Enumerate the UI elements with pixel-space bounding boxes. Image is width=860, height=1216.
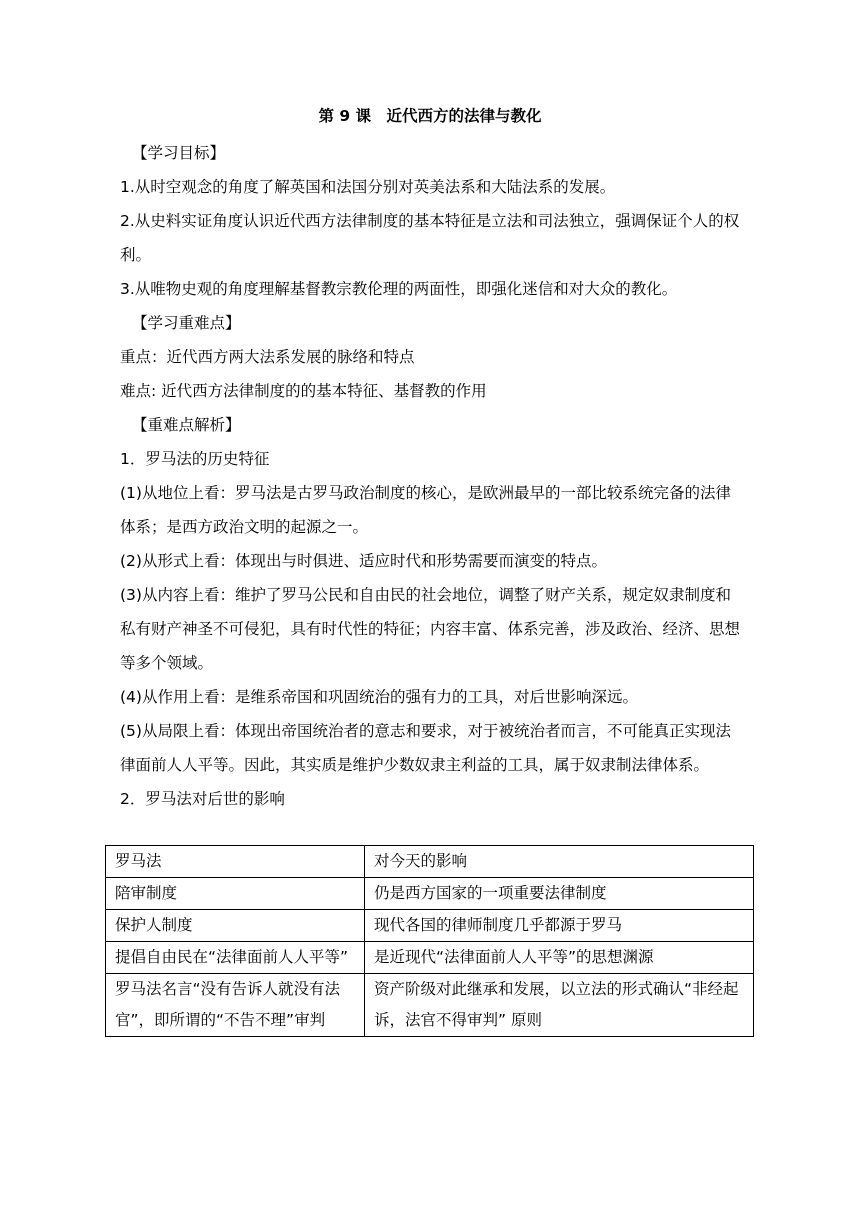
analysis-item-3: (3)从内容上看：维护了罗马公民和自由民的社会地位，调整了财产关系，规定奴隶制度和私有财产神圣不可侵犯，具有时代性的特征；内容丰富、体系完善，涉及政治、经济、思想等多个领域。 — [120, 586, 741, 672]
difficult-point: 难点: 近代西方法律制度的的基本特征、基督教的作用 — [120, 382, 487, 400]
analysis-subheading-1: 1．罗马法的历史特征 — [120, 450, 270, 468]
analysis-subheading-2: 2．罗马法对后世的影响 — [120, 790, 285, 808]
lesson-title: 第 9 课 近代西方的法律与教化 — [318, 107, 542, 125]
table-cell: 是近现代“法律面前人人平等”的思想渊源 — [365, 942, 754, 974]
table-cell: 陪审制度 — [106, 878, 365, 910]
table-cell: 罗马法名言“没有告诉人就没有法官”，即所谓的“不告不理”审判 — [106, 974, 365, 1037]
table-cell: 资产阶级对此继承和发展，以立法的形式确认“非经起诉，法官不得审判” 原则 — [365, 974, 754, 1037]
table-header-cell: 对今天的影响 — [365, 846, 754, 878]
table-cell: 保护人制度 — [106, 910, 365, 942]
analysis-item-2: (2)从形式上看：体现出与时俱进、适应时代和形势需要而演变的特点。 — [120, 552, 607, 570]
section-heading-key-points: 【学习重难点】 — [132, 314, 241, 332]
section-heading-objectives: 【学习目标】 — [132, 144, 226, 162]
table-header-cell: 罗马法 — [106, 846, 365, 878]
table-row — [106, 942, 754, 974]
table-row — [106, 878, 754, 910]
objective-1: 1.从时空观念的角度了解英国和法国分别对英美法系和大陆法系的发展。 — [120, 178, 616, 196]
table-cell: 仍是西方国家的一项重要法律制度 — [365, 878, 754, 910]
table-row — [106, 910, 754, 942]
analysis-item-5: (5)从局限上看：体现出帝国统治者的意志和要求，对于被统治者而言，不可能真正实现法律面前人人平等。因此，其实质是维护少数奴隶主利益的工具，属于奴隶制法律体系。 — [120, 722, 731, 774]
table-row — [106, 974, 754, 1037]
key-point: 重点：近代西方两大法系发展的脉络和特点 — [120, 348, 415, 366]
lesson-content — [120, 136, 742, 816]
table-header-row — [106, 846, 754, 878]
section-heading-analysis: 【重难点解析】 — [132, 416, 241, 434]
analysis-item-4: (4)从作用上看：是维系帝国和巩固统治的强有力的工具，对后世影响深远。 — [120, 688, 638, 706]
objective-2: 2.从史料实证角度认识近代西方法律制度的基本特征是立法和司法独立，强调保证个人的权利。 — [120, 212, 740, 264]
table-cell: 现代各国的律师制度几乎都源于罗马 — [365, 910, 754, 942]
objective-3: 3.从唯物史观的角度理解基督教宗教伦理的两面性，即强化迷信和对大众的教化。 — [120, 280, 678, 298]
analysis-item-1: (1)从地位上看：罗马法是古罗马政治制度的核心，是欧洲最早的一部比较系统完备的法律体系；是西方政治文明的起源之一。 — [120, 484, 731, 536]
influence-table — [105, 845, 754, 1037]
table-cell: 提倡自由民在“法律面前人人平等” — [106, 942, 365, 974]
